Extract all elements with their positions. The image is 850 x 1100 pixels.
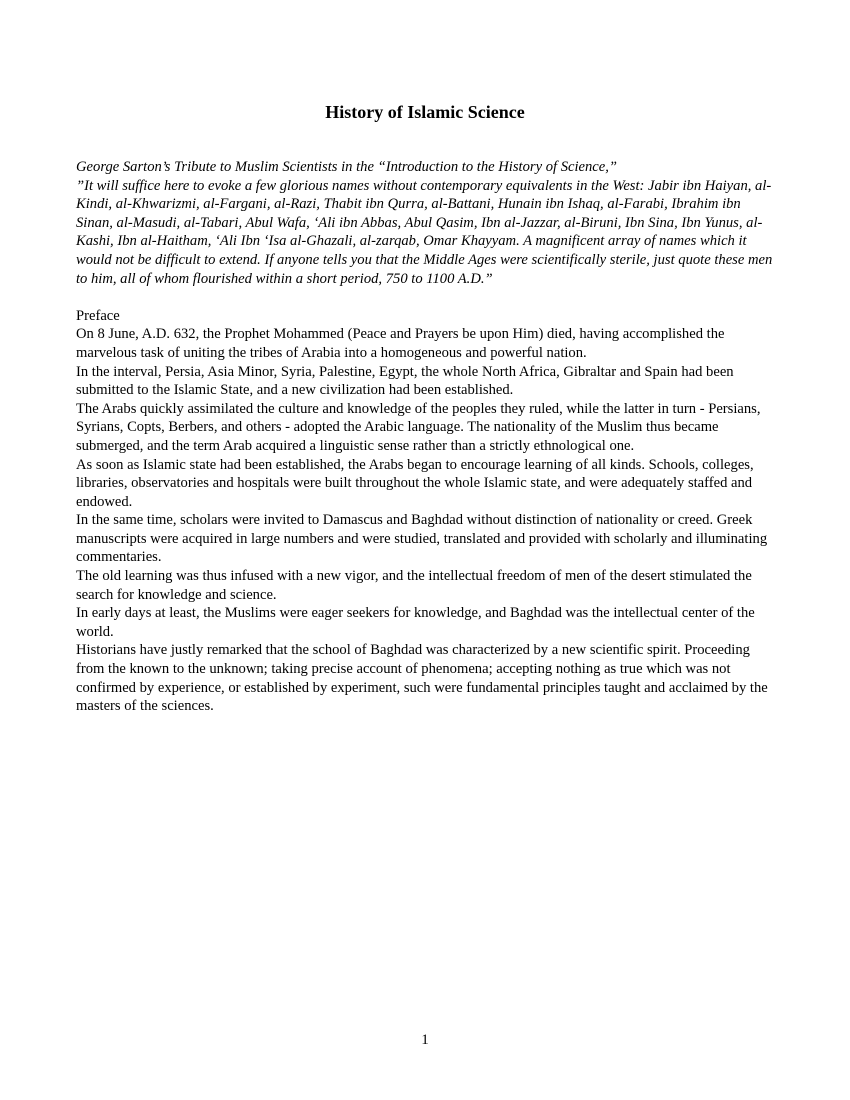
page-number: 1 <box>421 1032 429 1048</box>
tribute-section <box>76 158 778 288</box>
preface-paragraph: As soon as Islamic state had been established, the Arabs began to encourage learning of all kinds. Schools, colleges, libraries, observatories and hospitals were built throughout the whole Islamic state, and were adequately staffed and endowed. <box>76 456 754 510</box>
preface-section <box>76 307 778 716</box>
preface-paragraph: In the same time, scholars were invited to Damascus and Baghdad without distinction of nationality or creed. Greek manuscripts were acquired in large numbers and were studied, translated and provided with scholarly and illuminating commentaries. <box>76 512 768 566</box>
preface-paragraph: The Arabs quickly assimilated the culture and knowledge of the peoples they ruled, while the latter in turn - Persians, Syrians, Copts, Berbers, and others - adopted the Arabic language. The nationality of the Muslim thus became submerged, and the term Arab acquired a linguistic sense rather than a strictly ethnological one. <box>76 400 761 454</box>
page-title: History of Islamic Science <box>325 102 525 122</box>
preface-paragraph: Historians have justly remarked that the school of Baghdad was characterized by a new scientific spirit. Proceeding from the known to the unknown; taking precise account of phenomena; accepting nothing as true which was not confirmed by experience, or established by experiment, such were fundamental principles taught and acclaimed by the masters of the sciences. <box>76 642 768 715</box>
tribute-quote: ”It will suffice here to evoke a few glorious names without contemporary equivalents in the West: Jabir ibn Haiyan, al-Kindi, al-Khwarizmi, al-Fargani, al-Razi, Thabit ibn Qurra, al-Battani, Hunain ibn Ishaq, al-Farabi, Ibrahim ibn Sinan, al-Masudi, al-Tabari, Abul Wafa, ‘Ali ibn Abbas, Abul Qasim, Ibn al-Jazzar, al-Biruni, Ibn Sina, Ibn Yunus, al-Kashi, Ibn al-Haitham, ‘Ali Ibn ‘Isa al-Ghazali, al-zarqab, Omar Khayyam. A magnificent array of names which it would not be difficult to extend. If anyone tells you that the Middle Ages were scientifically sterile, just quote these men to him, all of whom flourished within a short period, 750 to 1100 A.D.” <box>76 177 773 287</box>
preface-paragraph: The old learning was thus infused with a new vigor, and the intellectual freedom of men of the desert stimulated the search for knowledge and science. <box>76 568 752 603</box>
tribute-heading: George Sarton’s Tribute to Muslim Scientists in the “Introduction to the History of Science,” <box>76 159 618 175</box>
preface-paragraph: In early days at least, the Muslims were eager seekers for knowledge, and Baghdad was the intellectual center of the world. <box>76 605 755 640</box>
preface-heading: Preface <box>76 307 120 324</box>
preface-paragraph: On 8 June, A.D. 632, the Prophet Mohammed (Peace and Prayers be upon Him) died, having accomplished the marvelous task of uniting the tribes of Arabia into a homogeneous and powerful nation. <box>76 326 725 361</box>
preface-paragraph: In the interval, Persia, Asia Minor, Syria, Palestine, Egypt, the whole North Africa, Gibraltar and Spain had been submitted to the Islamic State, and a new civilization had been established. <box>76 363 734 399</box>
document-body <box>76 158 778 716</box>
